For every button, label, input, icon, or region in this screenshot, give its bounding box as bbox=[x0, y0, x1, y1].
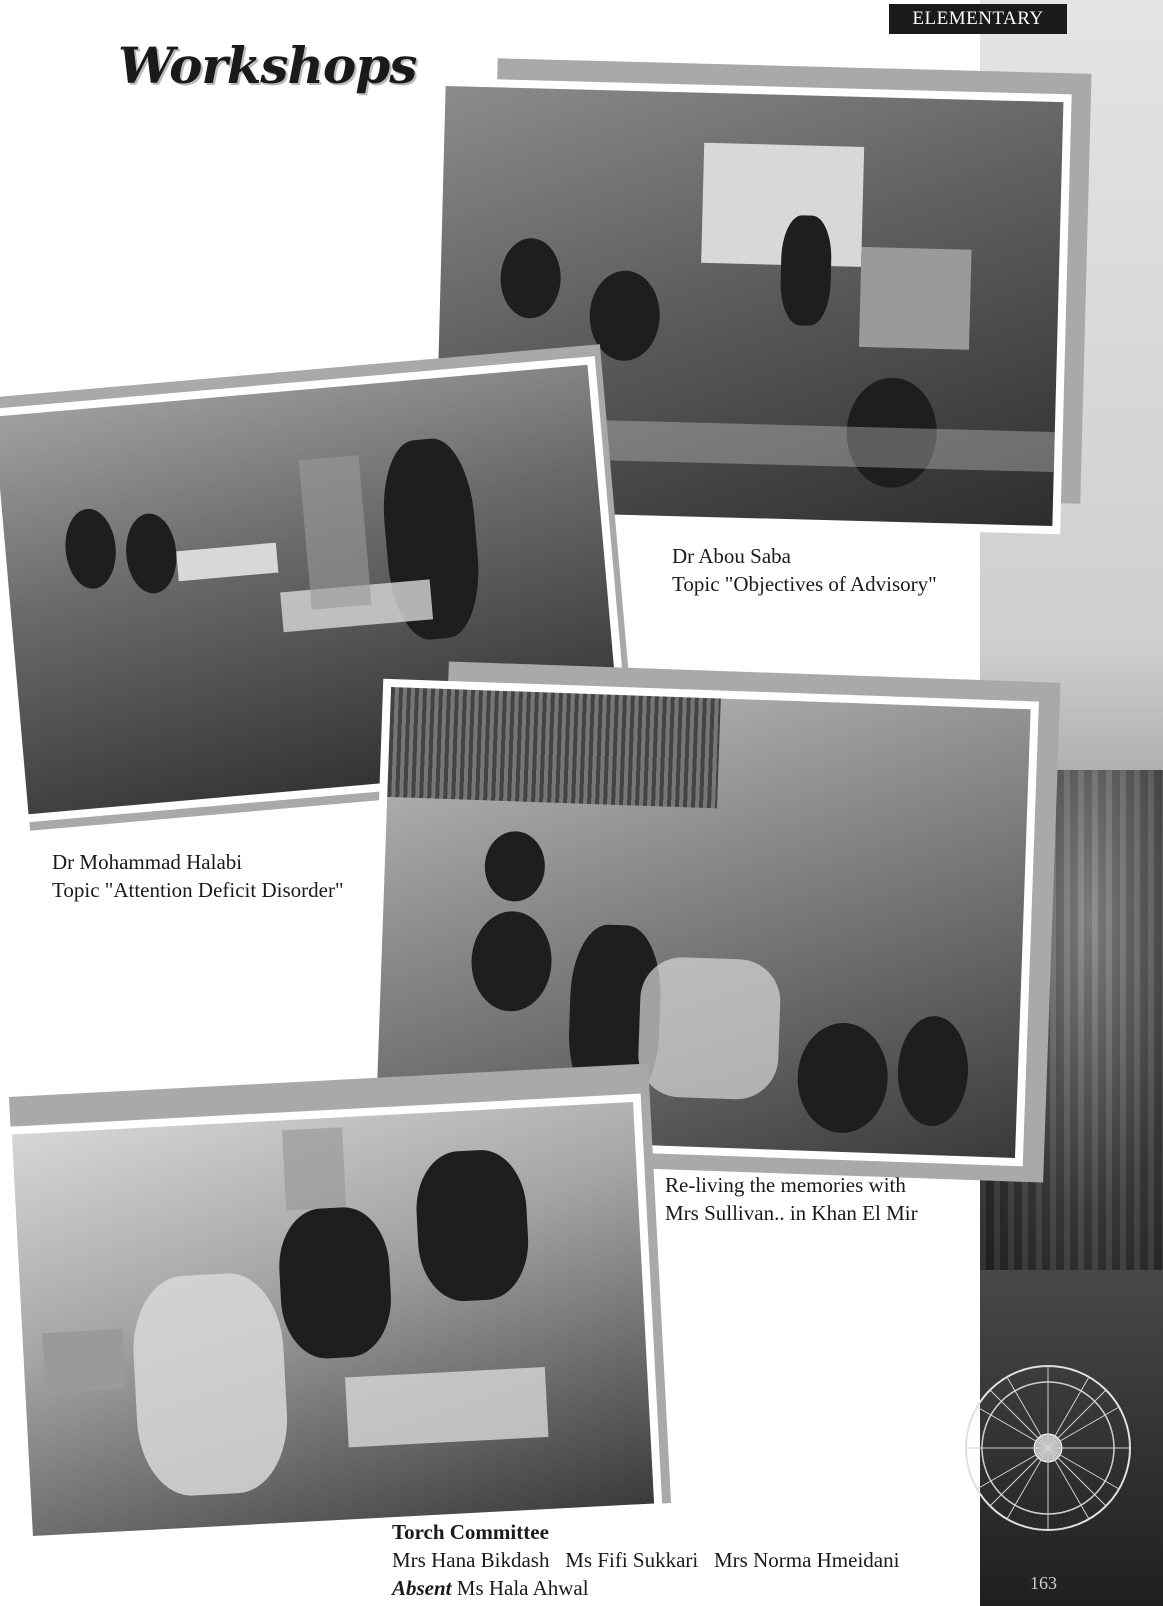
caption-line: Topic "Attention Deficit Disorder" bbox=[52, 878, 344, 902]
photo-torch-committee bbox=[3, 1094, 662, 1545]
torch-members: Mrs Hana Bikdash Ms Fifi Sukkari Mrs Norma Hmeidani bbox=[392, 1548, 900, 1572]
page-number: 163 bbox=[1030, 1573, 1057, 1593]
torch-heading: Torch Committee bbox=[392, 1520, 549, 1544]
caption-line: Dr Abou Saba bbox=[672, 544, 791, 568]
caption-abou-saba bbox=[672, 542, 937, 598]
torch-absent-line bbox=[392, 1574, 899, 1602]
photo-scene bbox=[12, 1102, 654, 1536]
caption-line: Mrs Sullivan.. in Khan El Mir bbox=[665, 1201, 918, 1225]
caption-torch-committee bbox=[392, 1518, 899, 1602]
caption-line: Dr Mohammad Halabi bbox=[52, 850, 243, 874]
absent-name: Ms Hala Ahwal bbox=[456, 1576, 589, 1600]
caption-halabi bbox=[52, 848, 344, 904]
absent-label: Absent bbox=[392, 1576, 452, 1600]
caption-khan-el-mir bbox=[665, 1171, 918, 1227]
page-title: Workshops bbox=[118, 36, 417, 95]
section-tab: ELEMENTARY bbox=[889, 4, 1067, 34]
caption-line: Topic "Objectives of Advisory" bbox=[672, 572, 937, 596]
caption-line: Re-living the memories with bbox=[665, 1173, 906, 1197]
zodiac-wheel-icon bbox=[962, 1362, 1134, 1534]
